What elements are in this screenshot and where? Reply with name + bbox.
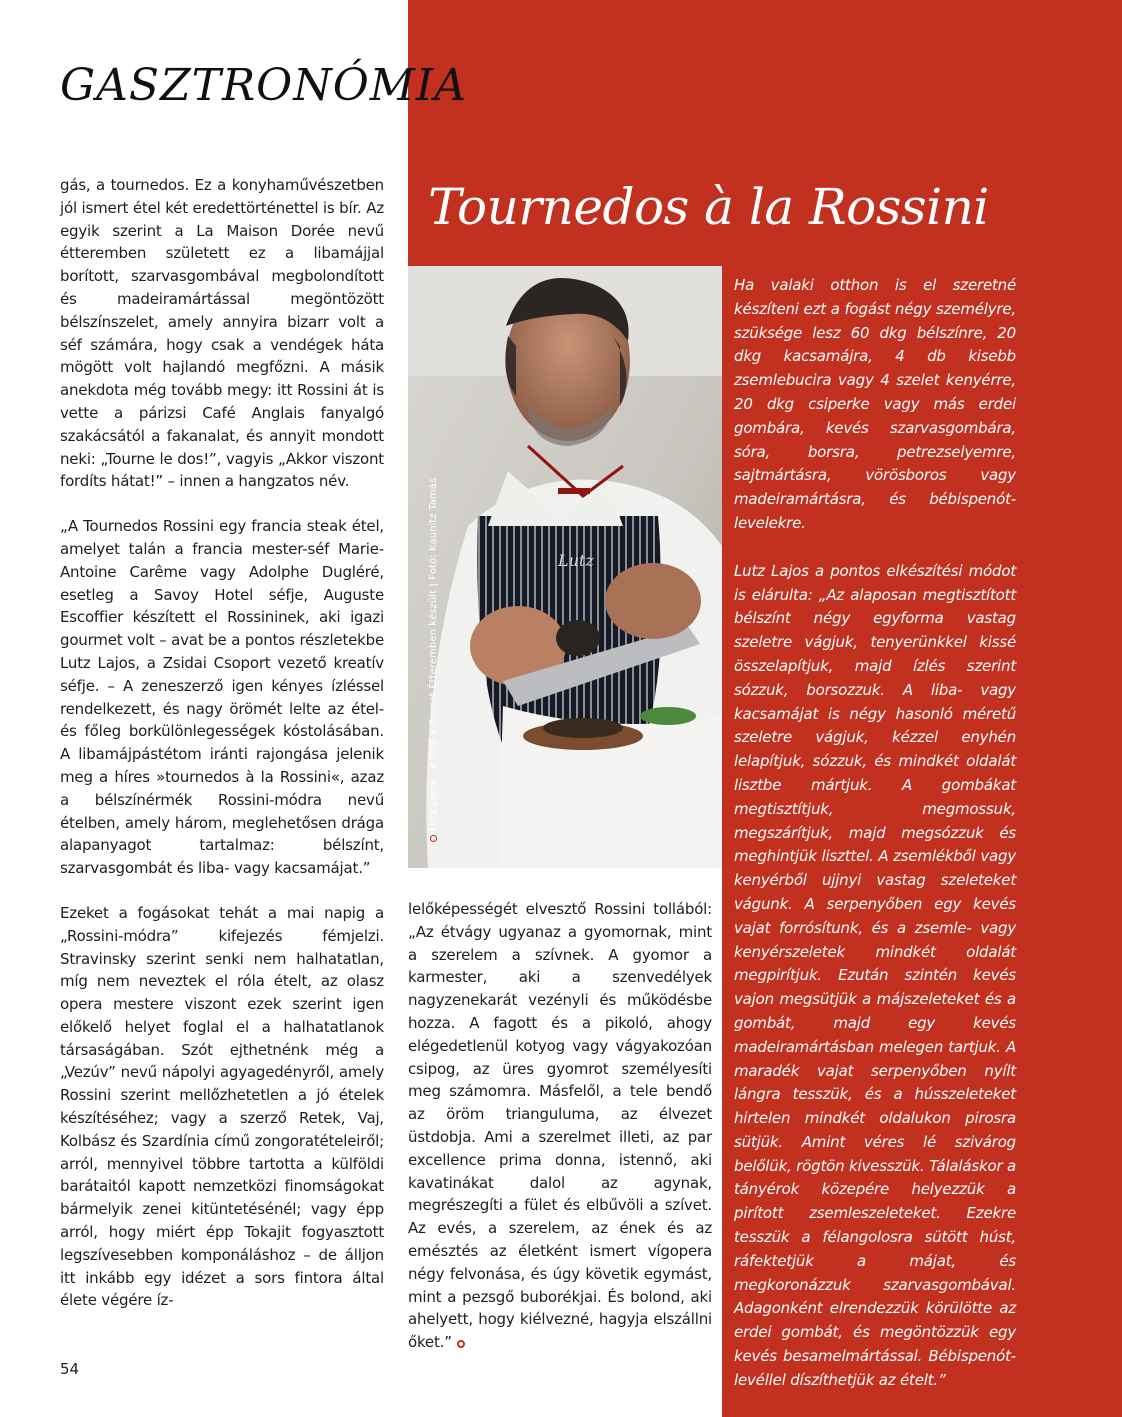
- svg-text:Lutz: Lutz: [558, 551, 594, 570]
- photo-credit-text: Lutz Lajos – A fotó a Pierrot Étteremben készült | Fotó: Kaunitz Tamás: [428, 477, 439, 831]
- section-heading: GASZTRONÓMIA: [60, 60, 467, 111]
- column2-text: lelőképességét elvesztő Rossini tollából: „Az étvágy ugyanaz a gyomornak, mint a szerelem a szívnek. A gyomor a karmester, aki a szenvedélyek nagyzenekarát vezényli és működésbe hozza. A fagott és a pikoló, ahogy elégedetlenül kotyog vagy vágyakozóan csipog, az üres gyomrot személyesíti meg számomra. Másfelől, a tele bendő az öröm trianguluma, az élvezet üstdobja. Ami a szerelmet illeti, az par excellence prima donna, istennő, aki kavatinákat dalol az agynak, megrészegíti a fület és elbűvöli a szívet. Az evés, a szerelem, az ének és az emésztés az életként ismert vígopera négy felvonása, és úgy követik egymást, mint a pezsgő buborékjai. És bolond, aki ahelyett, hogy kiélvezné, hagyja elszállni őket.”: [408, 900, 712, 1352]
- column2-paragraph-1: [408, 898, 712, 1354]
- page-number: 54: [60, 1360, 80, 1378]
- end-of-article-icon: [457, 1340, 465, 1348]
- column1-paragraph-3: Ezeket a fogásokat tehát a mai napig a „Rossini-módra” kifejezés fémjelzi. Stravinsky szerint senki nem halhatatlan, míg nem neveztek el róla ételt, az olasz opera mestere viszont ezek szerint igen előkelő helyet foglal el a halhatatlanok társaságában. Szót ejthetnénk még a „Vezúv” nevű nápolyi agyagedényről, amely Rossini szerint mellőzhetetlen a jó ételek készítéséhez; vagy a szerző Retek, Vaj, Kolbász és Szardínia című zongoratételeiről; arról, mennyivel többre tartotta a külföldi barátaitól kapott nemzetközi finomságokat bármelyik zenei kitüntetésénél; vagy épp arról, hogy miért épp Tokajit fogyasztott legszívesebben komponáláshoz – de álljon itt inkább egy idézet a sors fintora által élete végére íz-: [60, 903, 384, 1310]
- article-column-2: [408, 898, 712, 1354]
- photo-credit-mark-icon: [430, 835, 437, 842]
- recipe-method: Lutz Lajos a pontos elkészítési módot is elárulta: „Az alaposan megtisztított bélszínt négy egyforma vastag szeletre vágjuk, tenyerünkkel kissé összelapítjuk, majd ízlés szerint sózzuk, borsozzuk. A liba- vagy kacsamájat is négy hasonló méretű szeletre vágjuk, kézzel enyhén lelapítjuk, sózzuk, és mindkét oldalát lisztbe mártjuk. A gombákat megtisztítjuk, megmossuk, megszárítjuk, majd megsózzuk és meghintjük liszttel. A zsemlékből vagy kenyérből ujjnyi vastag szeleteket vágunk. A serpenyőben egy kevés vajat forrósítunk, és a zsemle- vagy kenyérszeletek mindkét oldalát megpirítjuk. Ezután szintén kevés vajon megsütjük a májszeleteket és a gombát, majd egy kevés madeiramártásban melegen tartjuk. A maradék vajat serpenyőben nyílt lángra tesszük, és a hússzeleteket hirtelen mindkét oldalukon pirosra sütjük. Amint véres lé szivárog belőlük, rögtön kivesszük. Tálaláskor a tányérok közepére helyezzük a pirított zsemleszeleteket. Ezekre tesszük a félangolosra sütött húst, ráfektetjük a májat, és megkoronázzuk szarvasgombával. Adagonként elrendezzük körülötte az erdei gombát, és megöntözzük egy kevés besamelmártással. Bébispenót-levéllel díszíthetjük az ételt.”: [734, 561, 1016, 1389]
- recipe-ingredients: Ha valaki otthon is el szeretné készíteni ezt a fogást négy személyre, szüksége lesz 60 dkg bélszínre, 20 dkg kacsamájra, 4 db kisebb zsemlebucira vagy 4 szelet kenyérre, 20 dkg csiperke vagy más erdei gombára, kevés szarvasgombára, sóra, borsra, petrezselyemre, sajtmártásra, vörösboros vagy madeiramártásra, és bébispenót-levelekre.: [734, 276, 1016, 532]
- photo-credit: [428, 422, 439, 842]
- recipe-column: [734, 274, 1016, 1393]
- column1-paragraph-1: gás, a tournedos. Ez a konyhaművészetben jól ismert étel két eredettörténettel is bír. Az egyik szerint a La Maison Dorée nevű étteremben született ez a libamájjal borított, szarvasgombával megbolondított és madeiramártással megöntözött bélszínszelet, amely annyira bizarr volt a séf számára, hogy csak a vendégek háta mögött volt hajlandó megfőzni. A másik anekdota még tovább megy: itt Rossini át is vette a párizsi Café Anglais fanyalgó szakácsától a fakanalat, és annyit mondott neki: „Tourne le dos!”, vagyis „Akkor viszont fordíts hátat!” – innen a hangzatos név.: [60, 176, 384, 491]
- column1-paragraph-2: „A Tournedos Rossini egy francia steak étel, amelyet talán a francia mester-séf Marie-Antoine Carême vagy Adolphe Dugléré, esetleg a Savoy Hotel séfje, Auguste Escoffier készített el Rossininek, aki igazi gourmet volt – avat be a pontos részletekbe Lutz Lajos, a Zsidai Csoport vezető kreatív séfje. – A zeneszerző igen kényes ízléssel rendelkezett, és nagy örömét lelte az étel- és főleg borkülönlegességek kóstolásában. A libamájpástétom iránti rajongása jelenik meg a híres »tournedos à la Rossini«, azaz a bélszínérmék Rossini-módra nevű ételben, amely három, meglehetősen drága alapanyagot tartalmaz: bélszínt, szarvasgombát és liba- vagy kacsamájat.”: [60, 517, 384, 878]
- article-column-1: [60, 174, 384, 1312]
- article-title: Tournedos à la Rossini: [428, 178, 989, 236]
- chef-photo: [408, 266, 722, 868]
